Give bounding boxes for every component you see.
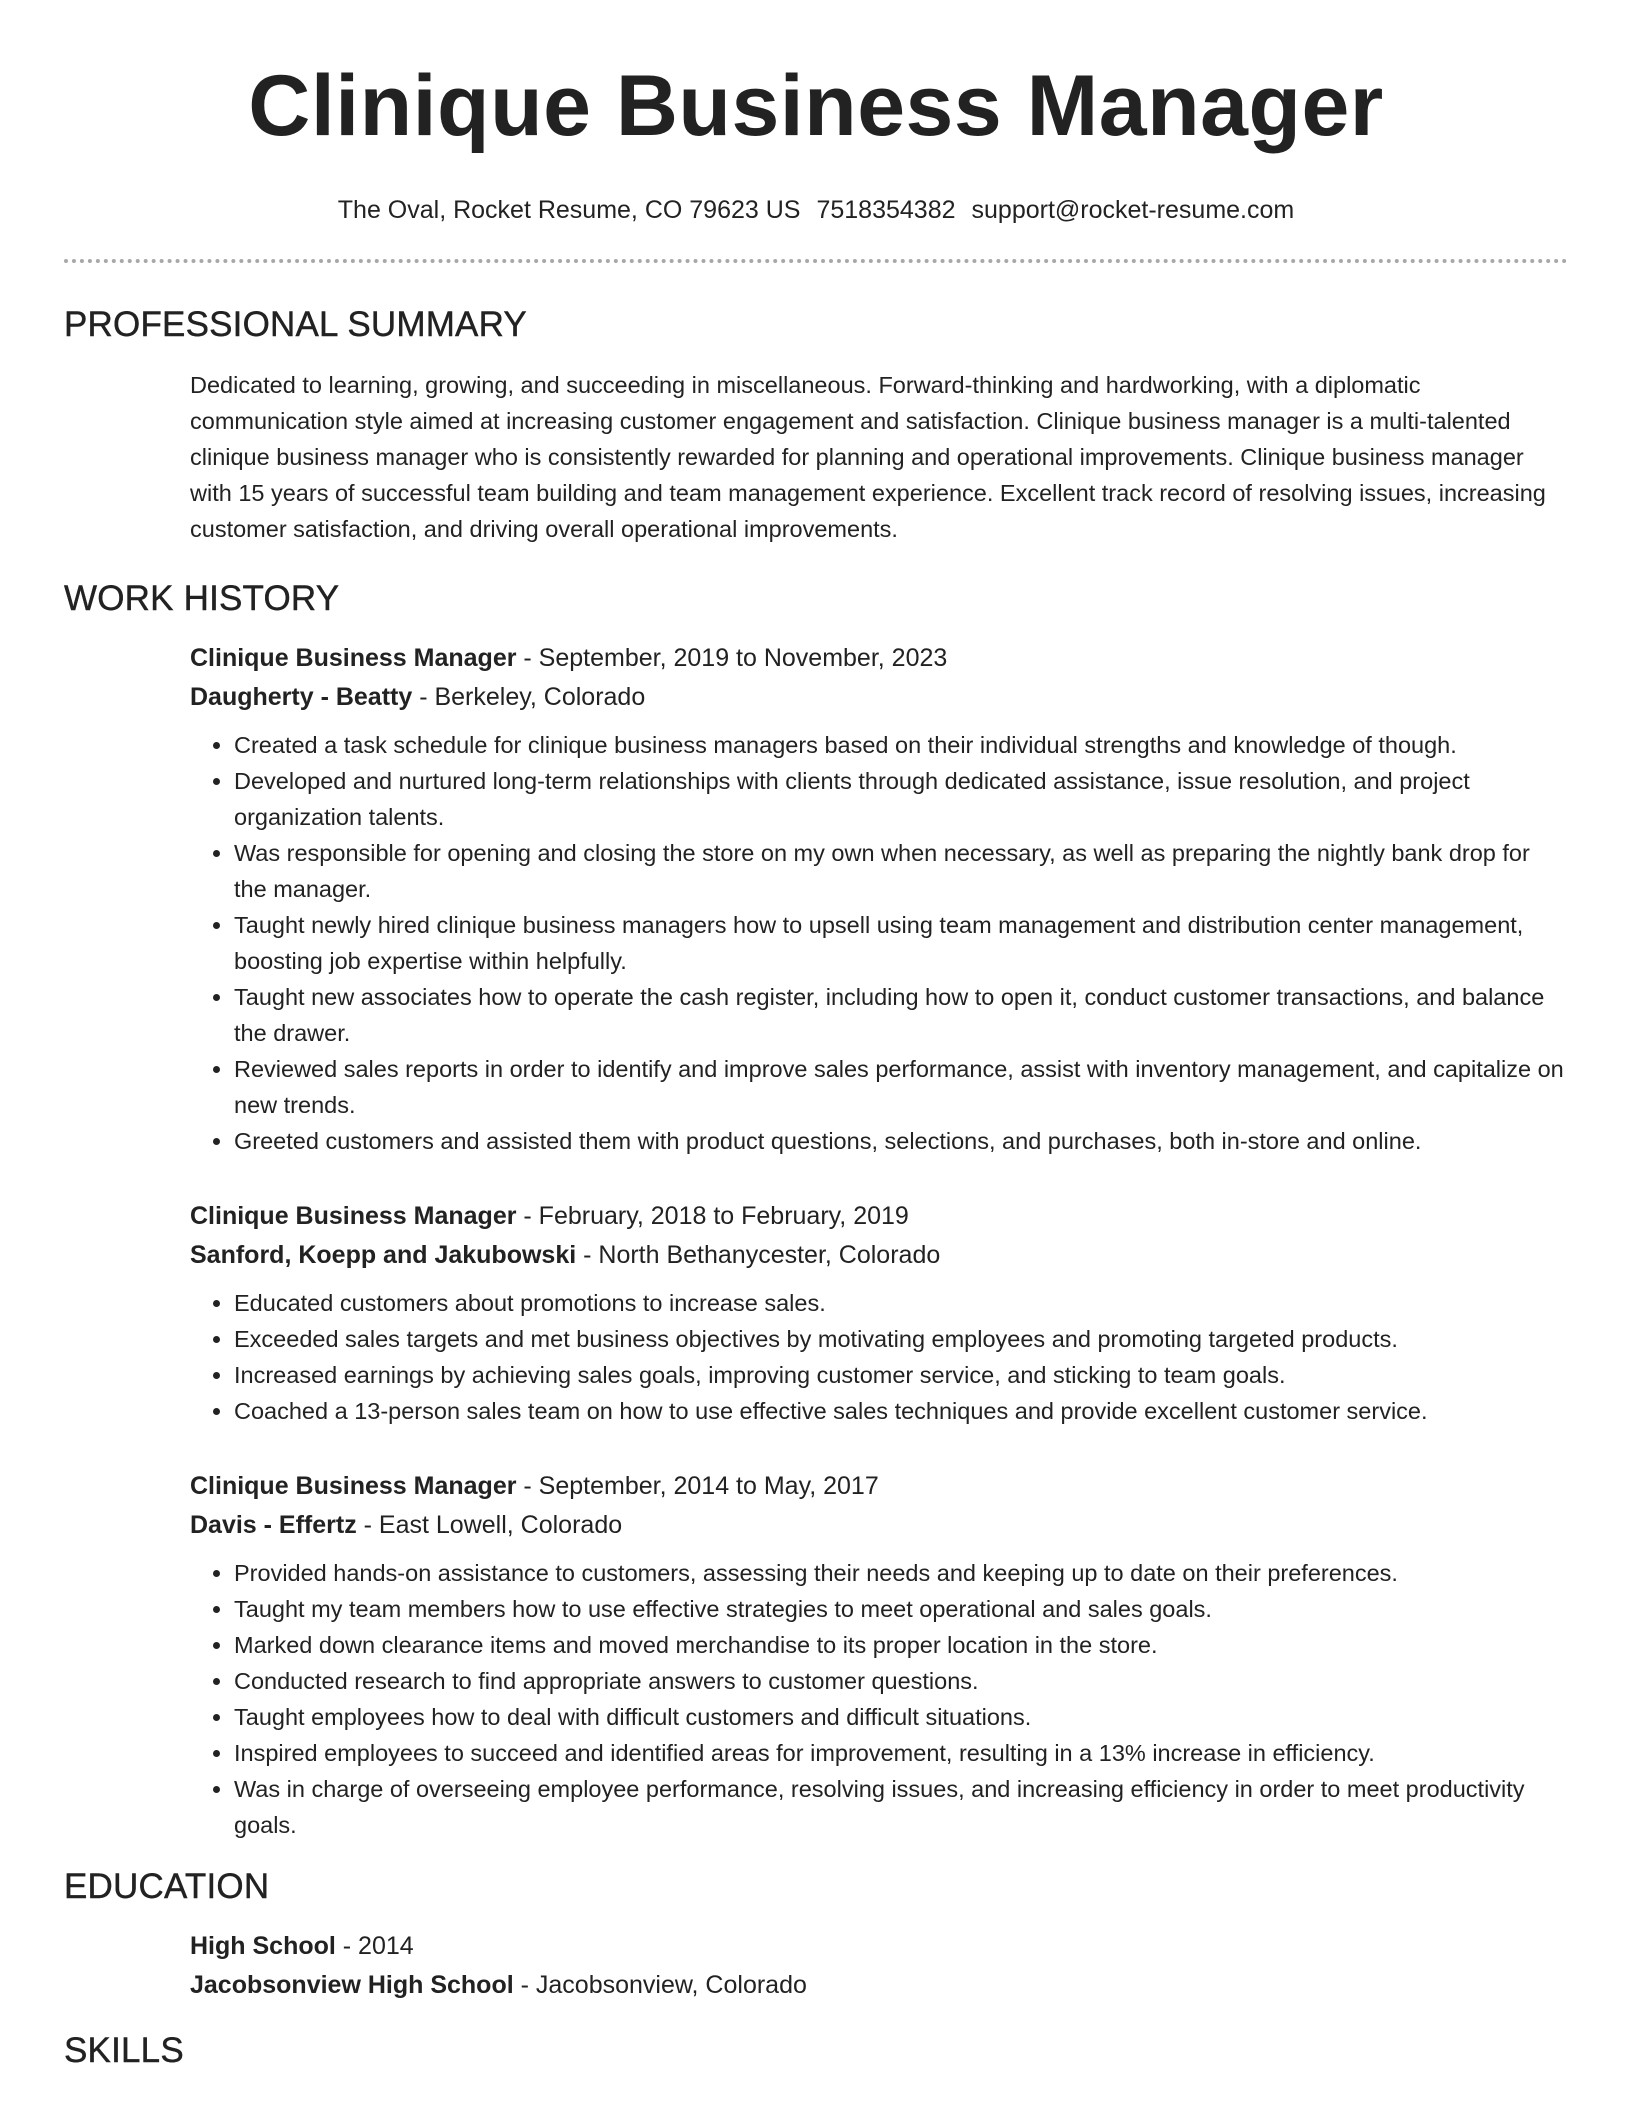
- job-bullet: • Inspired employees to succeed and identified areas for improvement, resulting in a 13% increase in efficiency.: [234, 1735, 1568, 1771]
- job-title-line: [190, 1197, 1568, 1236]
- job-company-line: [190, 1506, 1568, 1545]
- job-dates: - September, 2019 to November, 2023: [516, 644, 948, 672]
- job-bullets: [190, 1555, 1568, 1843]
- summary-section: [64, 305, 1568, 547]
- skills-heading: SKILLS: [64, 2031, 184, 2070]
- job-bullet: • Taught employees how to deal with difficult customers and difficult situations.: [234, 1699, 1568, 1735]
- job-role: Clinique Business Manager: [190, 644, 517, 672]
- job-bullet: • Increased earnings by achieving sales goals, improving customer service, and sticking to team goals.: [234, 1357, 1568, 1393]
- job-company: Davis - Effertz: [190, 1511, 357, 1539]
- contact-email: support@rocket-resume.com: [971, 196, 1295, 224]
- education-body: [64, 1927, 1568, 2005]
- job-role: Clinique Business Manager: [190, 1472, 517, 1500]
- job-entry: [190, 1467, 1568, 1843]
- job-bullet: • Educated customers about promotions to increase sales.: [234, 1285, 1568, 1321]
- job-bullet: • Greeted customers and assisted them with product questions, selections, and purchases, both in-store and online.: [234, 1123, 1568, 1159]
- job-bullet: • Taught new associates how to operate the cash register, including how to open it, conduct customer transactions, and balance the drawer.: [234, 979, 1568, 1051]
- job-bullet: • Coached a 13-person sales team on how to use effective sales techniques and provide excellent customer service.: [234, 1393, 1568, 1429]
- job-entry: [190, 1197, 1568, 1429]
- contact-phone: 7518354382: [816, 196, 956, 224]
- candidate-name: Clinique Business Manager: [248, 58, 1384, 154]
- summary-text: Dedicated to learning, growing, and succeeding in miscellaneous. Forward-thinking and hardworking, with a diplomatic communication style aimed at increasing customer engagement and satisfaction. Clinique business manager is a multi-talented clinique business manager who is consistently rewarded for planning and operational improvements. Clinique business manager with 15 years of successful team building and team management experience. Excellent track record of resolving issues, increasing customer satisfaction, and driving overall operational improvements.: [190, 372, 1546, 542]
- education-location: - Jacobsonview, Colorado: [513, 1971, 807, 1999]
- job-location: - East Lowell, Colorado: [356, 1511, 623, 1539]
- job-bullet: • Taught newly hired clinique business managers how to upsell using team management and distribution center management, boosting job expertise within helpfully.: [234, 907, 1568, 979]
- job-bullet: • Was responsible for opening and closing the store on my own when necessary, as well as preparing the nightly bank drop for the manager.: [234, 835, 1568, 907]
- job-bullet: • Developed and nurtured long-term relationships with clients through dedicated assistance, issue resolution, and project organization talents.: [234, 763, 1568, 835]
- job-bullet: • Created a task schedule for clinique business managers based on their individual strengths and knowledge of though.: [234, 727, 1568, 763]
- education-degree-line: [190, 1927, 1568, 1966]
- job-role: Clinique Business Manager: [190, 1202, 517, 1230]
- work-history-section: [64, 579, 1568, 1843]
- work-history-heading: WORK HISTORY: [64, 579, 340, 618]
- job-bullet: • Exceeded sales targets and met business objectives by motivating employees and promoting targeted products.: [234, 1321, 1568, 1357]
- job-location: - Berkeley, Colorado: [412, 683, 646, 711]
- job-bullet: • Was in charge of overseeing employee performance, resolving issues, and increasing efficiency in order to meet productivity goals.: [234, 1771, 1568, 1843]
- job-bullets: [190, 727, 1568, 1159]
- job-company: Daugherty - Beatty: [190, 683, 413, 711]
- resume-header: [64, 0, 1568, 263]
- education-section: [64, 1867, 1568, 2005]
- education-heading: EDUCATION: [64, 1867, 270, 1906]
- job-bullet: • Conducted research to find appropriate answers to customer questions.: [234, 1663, 1568, 1699]
- skills-section: [64, 2031, 1568, 2071]
- job-company-line: [190, 678, 1568, 717]
- job-company: Sanford, Koepp and Jakubowski: [190, 1241, 577, 1269]
- job-location: - North Bethanycester, Colorado: [576, 1241, 941, 1269]
- job-dates: - February, 2018 to February, 2019: [516, 1202, 909, 1230]
- education-year: - 2014: [335, 1932, 414, 1960]
- job-title-line: [190, 639, 1568, 678]
- summary-body: [64, 367, 1568, 547]
- summary-heading: PROFESSIONAL SUMMARY: [64, 305, 527, 344]
- job-bullet: • Provided hands-on assistance to customers, assessing their needs and keeping up to date on their preferences.: [234, 1555, 1568, 1591]
- contact-address: The Oval, Rocket Resume, CO 79623 US: [337, 196, 801, 224]
- education-degree: High School: [190, 1932, 336, 1960]
- header-divider: [64, 259, 1568, 263]
- job-bullet: • Reviewed sales reports in order to identify and improve sales performance, assist with inventory management, and capitalize on new trends.: [234, 1051, 1568, 1123]
- work-history-body: [64, 639, 1568, 1843]
- education-school-line: [190, 1966, 1568, 2005]
- job-title-line: [190, 1467, 1568, 1506]
- job-company-line: [190, 1236, 1568, 1275]
- job-bullet: • Marked down clearance items and moved merchandise to its proper location in the store.: [234, 1627, 1568, 1663]
- education-school: Jacobsonview High School: [190, 1971, 514, 1999]
- job-bullet: • Taught my team members how to use effective strategies to meet operational and sales goals.: [234, 1591, 1568, 1627]
- job-dates: - September, 2014 to May, 2017: [516, 1472, 879, 1500]
- contact-line: [64, 194, 1568, 226]
- job-bullets: [190, 1285, 1568, 1429]
- job-entry: [190, 639, 1568, 1159]
